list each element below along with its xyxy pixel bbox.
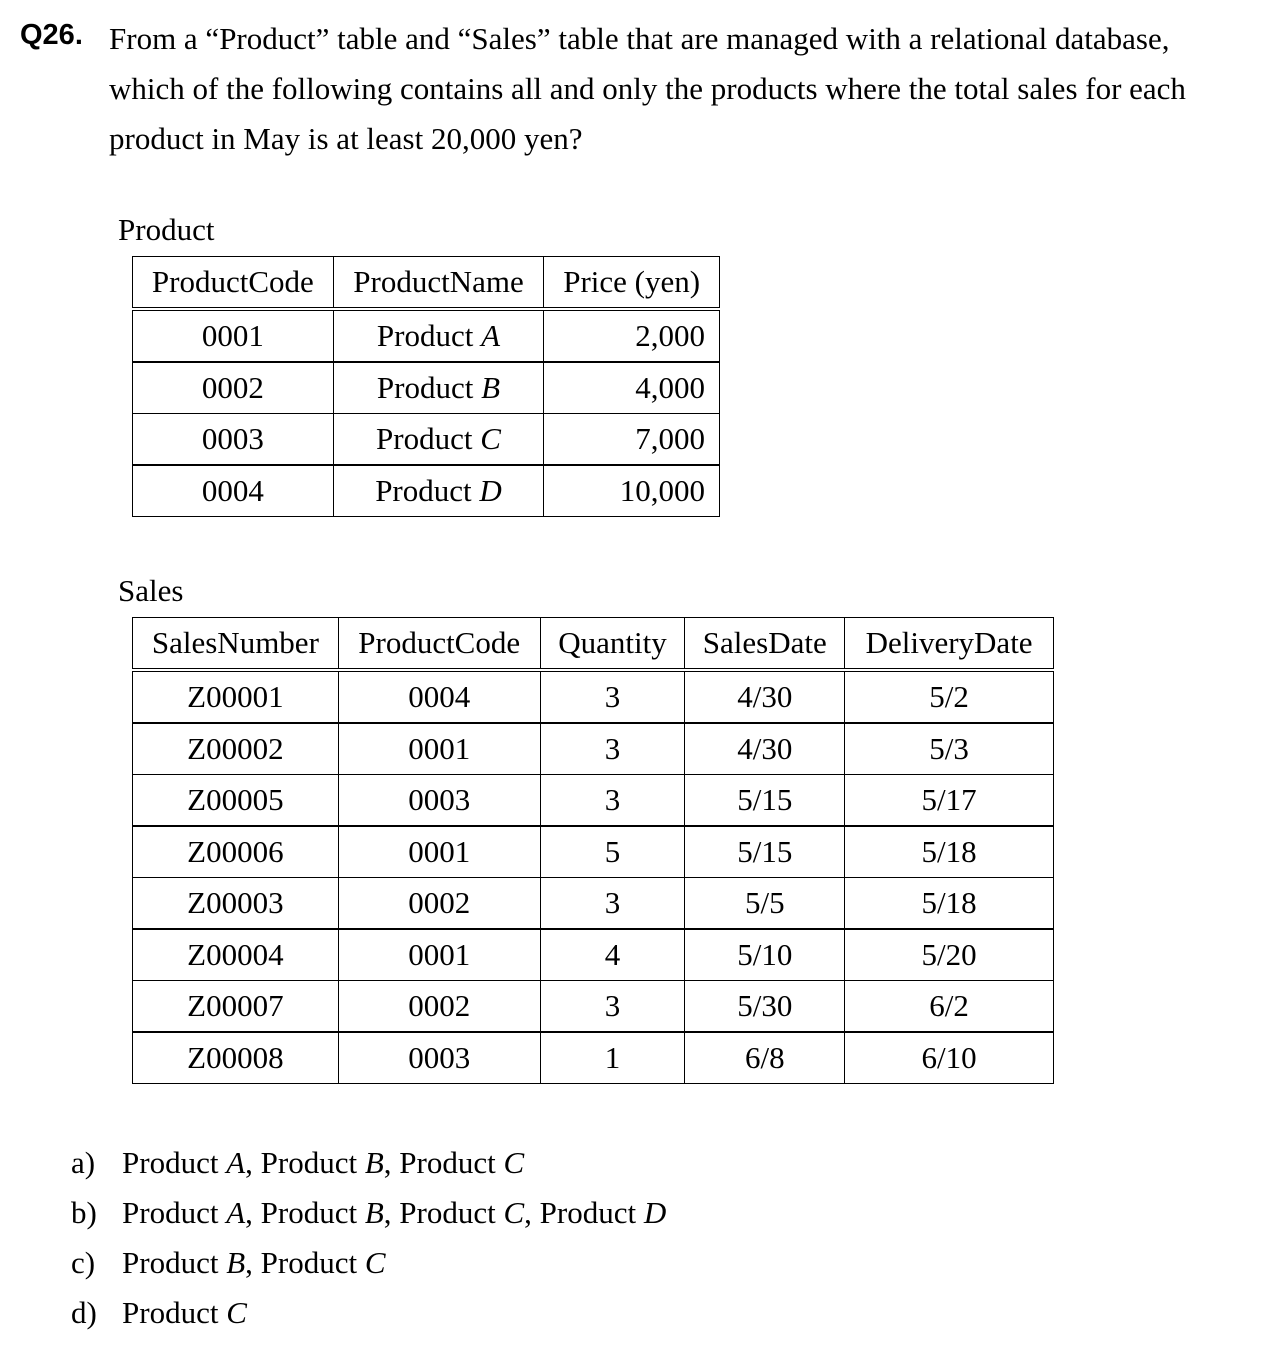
delivery-date-cell: 6/10 — [845, 1032, 1054, 1084]
table-row — [133, 414, 720, 466]
product-name-prefix: Product — [375, 473, 480, 508]
table-row — [133, 981, 1054, 1033]
choice-product-letter: C — [503, 1145, 525, 1180]
choice-product-prefix: Product — [260, 1145, 365, 1180]
product-name-letter: A — [481, 318, 501, 353]
product-code-cell: 0003 — [338, 1032, 540, 1084]
choice-product-prefix: Product — [260, 1245, 365, 1280]
sales-date-cell: 5/15 — [685, 775, 845, 827]
answer-choices — [71, 1138, 666, 1338]
product-name-cell — [333, 362, 544, 414]
column-header-productcode: ProductCode — [338, 618, 540, 671]
product-code-cell: 0001 — [338, 929, 540, 981]
quantity-cell: 3 — [540, 775, 685, 827]
delivery-date-cell: 5/17 — [845, 775, 1054, 827]
sales-date-cell: 5/10 — [685, 929, 845, 981]
choice-product-letter: D — [643, 1195, 667, 1230]
choice-product-prefix: Product — [122, 1145, 227, 1180]
delivery-date-cell: 5/3 — [845, 723, 1054, 775]
sales-number-cell: Z00005 — [133, 775, 339, 827]
quantity-cell: 3 — [540, 723, 685, 775]
answer-choice — [71, 1138, 666, 1188]
table-row — [133, 362, 720, 414]
product-code-cell: 0002 — [338, 981, 540, 1033]
product-table — [132, 256, 720, 517]
product-code-cell: 0001 — [338, 723, 540, 775]
choice-product-prefix: Product — [399, 1195, 504, 1230]
choice-product-letter: A — [226, 1145, 246, 1180]
table-row — [133, 826, 1054, 878]
column-header-quantity: Quantity — [540, 618, 685, 671]
choice-product-prefix: Product — [539, 1195, 644, 1230]
product-name-letter: C — [480, 421, 501, 456]
product-table-header-row — [133, 257, 720, 310]
column-header-salesdate: SalesDate — [685, 618, 845, 671]
product-name-prefix: Product — [376, 421, 481, 456]
table-row — [133, 670, 1054, 723]
question-line: From a “Product” table and “Sales” table that are managed with a relational database, — [109, 21, 1170, 56]
sales-date-cell: 5/15 — [685, 826, 845, 878]
answer-choice — [71, 1288, 666, 1338]
product-code-cell: 0001 — [133, 309, 334, 362]
product-code-cell: 0002 — [338, 878, 540, 930]
price-cell: 7,000 — [544, 414, 720, 466]
table-row — [133, 465, 720, 517]
product-code-cell: 0003 — [338, 775, 540, 827]
choice-letter: b) — [71, 1195, 97, 1230]
product-code-cell: 0004 — [338, 670, 540, 723]
choice-product-letter: B — [226, 1245, 246, 1280]
product-code-cell: 0003 — [133, 414, 334, 466]
table-row — [133, 309, 720, 362]
choice-product-prefix: Product — [399, 1145, 504, 1180]
table-row — [133, 723, 1054, 775]
delivery-date-cell: 5/18 — [845, 878, 1054, 930]
question-text — [109, 14, 1279, 164]
quantity-cell: 3 — [540, 981, 685, 1033]
price-cell: 4,000 — [544, 362, 720, 414]
sales-number-cell: Z00003 — [133, 878, 339, 930]
choice-text — [122, 1288, 247, 1338]
table-row — [133, 929, 1054, 981]
choice-product-prefix: Product — [122, 1295, 227, 1330]
question-number: Q26. — [20, 19, 83, 51]
choice-product-letter: C — [364, 1245, 386, 1280]
product-name-letter: B — [481, 370, 501, 405]
choice-product-letter: B — [364, 1145, 384, 1180]
sales-number-cell: Z00004 — [133, 929, 339, 981]
sales-number-cell: Z00001 — [133, 670, 339, 723]
sales-date-cell: 5/5 — [685, 878, 845, 930]
delivery-date-cell: 5/2 — [845, 670, 1054, 723]
sales-date-cell: 4/30 — [685, 670, 845, 723]
column-header-productcode: ProductCode — [133, 257, 334, 310]
quantity-cell: 3 — [540, 670, 685, 723]
column-header-price: Price (yen) — [544, 257, 720, 310]
product-code-cell: 0002 — [133, 362, 334, 414]
choice-product-letter: A — [226, 1195, 246, 1230]
price-cell: 2,000 — [544, 309, 720, 362]
table-row — [133, 1032, 1054, 1084]
sales-date-cell: 5/30 — [685, 981, 845, 1033]
choice-letter: a) — [71, 1145, 96, 1180]
product-name-prefix: Product — [376, 370, 482, 405]
sales-number-cell: Z00008 — [133, 1032, 339, 1084]
choice-text: Product A, Product B, Product C, Product D — [122, 1195, 667, 1230]
sales-table-header-row — [133, 618, 1054, 671]
quantity-cell: 5 — [540, 826, 685, 878]
choice-letter: c) — [71, 1245, 96, 1280]
choice-letter: d) — [71, 1295, 97, 1330]
choice-product-letter: C — [226, 1295, 247, 1330]
answer-choice — [71, 1238, 666, 1288]
product-code-cell: 0001 — [338, 826, 540, 878]
price-cell: 10,000 — [544, 465, 720, 517]
choice-product-prefix: Product — [122, 1195, 227, 1230]
product-table-caption: Product — [118, 212, 215, 247]
sales-number-cell: Z00002 — [133, 723, 339, 775]
product-name-prefix: Product — [376, 318, 482, 353]
product-name-cell — [333, 414, 544, 466]
product-name-cell — [333, 309, 544, 362]
choice-product-prefix: Product — [260, 1195, 365, 1230]
delivery-date-cell: 5/20 — [845, 929, 1054, 981]
sales-date-cell: 4/30 — [685, 723, 845, 775]
sales-number-cell: Z00007 — [133, 981, 339, 1033]
choice-product-letter: C — [503, 1195, 525, 1230]
product-name-cell — [333, 465, 544, 517]
answer-choice — [71, 1188, 666, 1238]
sales-table — [132, 617, 1054, 1084]
quantity-cell: 1 — [540, 1032, 685, 1084]
question-line: product in May is at least 20,000 yen? — [109, 121, 583, 156]
quantity-cell: 3 — [540, 878, 685, 930]
table-row — [133, 878, 1054, 930]
choice-text: Product B, Product C — [122, 1245, 386, 1280]
quantity-cell: 4 — [540, 929, 685, 981]
column-header-deliverydate: DeliveryDate — [845, 618, 1054, 671]
choice-product-prefix: Product — [122, 1245, 227, 1280]
choice-product-letter: B — [364, 1195, 384, 1230]
product-name-letter: D — [479, 473, 502, 508]
column-header-productname: ProductName — [333, 257, 544, 310]
column-header-salesnumber: SalesNumber — [133, 618, 339, 671]
table-row — [133, 775, 1054, 827]
question-line: which of the following contains all and only the products where the total sales for each — [109, 71, 1186, 106]
sales-number-cell: Z00006 — [133, 826, 339, 878]
sales-date-cell: 6/8 — [685, 1032, 845, 1084]
delivery-date-cell: 6/2 — [845, 981, 1054, 1033]
choice-text: Product A, Product B, Product C — [122, 1145, 525, 1180]
product-code-cell: 0004 — [133, 465, 334, 517]
delivery-date-cell: 5/18 — [845, 826, 1054, 878]
sales-table-caption: Sales — [118, 573, 184, 608]
